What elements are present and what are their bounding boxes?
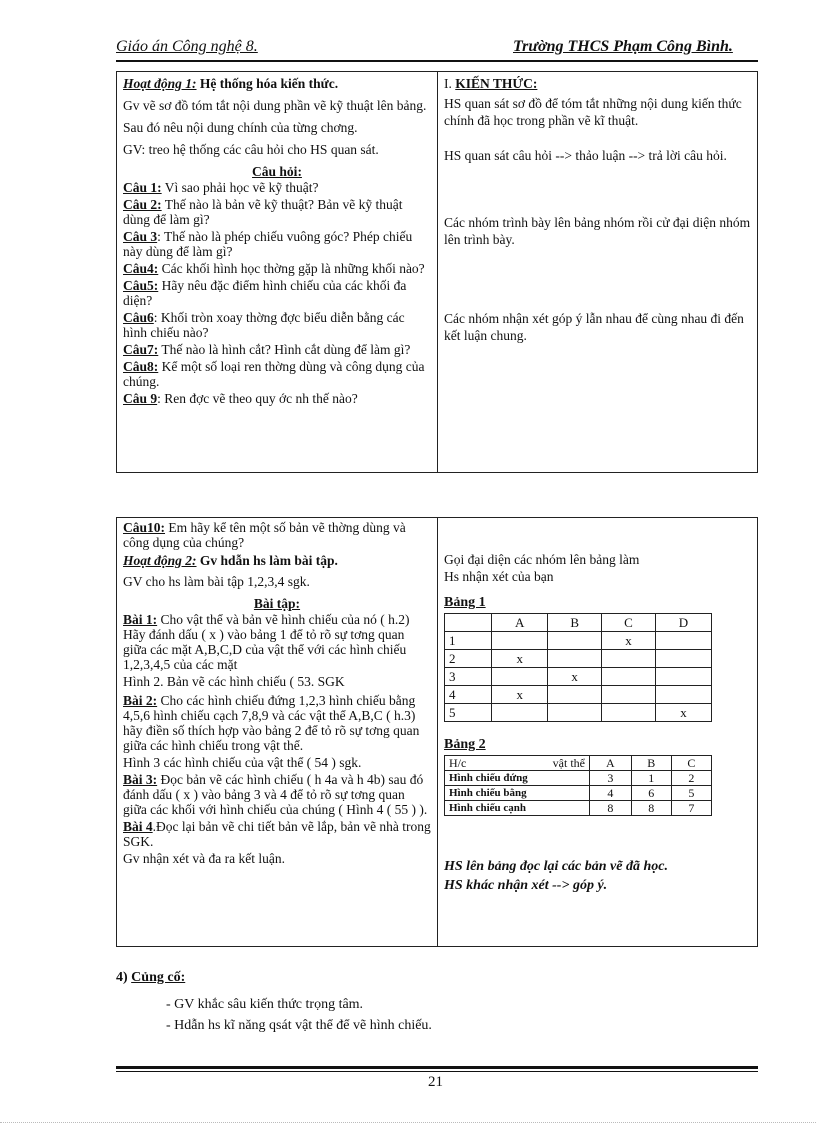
table1-header-row [445,614,712,632]
questions-heading: Câu hỏi: [252,164,302,179]
question-text: Vì sao phải học vẽ kỹ thuật? [161,180,319,195]
question-label: Câu 9 [123,391,158,406]
header-right: Trường THCS Phạm Công Bình. [513,38,733,55]
footer-rule [116,1066,758,1069]
s2-right-p1: Gọi đại diện các nhóm lên bảng làm [444,552,640,567]
table2-header-cell: A [590,756,632,771]
table1-cell: x [492,686,548,704]
question-label: Câu 3 [123,229,158,244]
activity1-title: Hoạt động 1: [123,76,197,91]
question-item [123,197,431,227]
table1-cell: x [655,704,711,722]
question-label: Câu 2: [123,197,162,212]
table2 [444,755,712,816]
section2-left-cell [117,518,438,947]
question-text: Kể một số loại ren thờng dùng và công dụng của chúng. [123,359,425,389]
table2-row [445,801,712,816]
footer-rule-thin [116,1071,758,1072]
table1-cell [655,632,711,650]
table1-cell: x [602,632,656,650]
s1-left-p2: Sau đó nêu nội dung chính của từng chơng. [123,120,358,135]
table1-cell [548,632,602,650]
question-label: Câu7: [123,342,159,357]
table2-corner-left: H/c [449,756,467,770]
ex1-note: Hình 2. Bản vẽ các hình chiếu ( 53. SGK [123,674,345,689]
table1-cell [655,668,711,686]
table2-corner [445,756,590,771]
s2-right-closing2: HS khác nhận xét --> góp ý. [444,878,608,893]
question-label: Câu4: [123,261,159,276]
question-text: Thế nào là hình cắt? Hình cắt dùng để làm gì? [158,342,411,357]
consolidation-heading [116,970,185,986]
table1-header-cell: C [602,614,656,632]
ex1-text: Cho vật thể và bản vẽ hình chiếu của nó ( h.2) Hãy đánh dấu ( x ) vào bảng 1 để tỏ rõ sự tơng quan giữa các mặt A,B,C,D của vật thể với các hình chiếu 1,2,3,4,5 của các mặt [123,612,410,672]
table1-cell [602,668,656,686]
ex2-text: Cho các hình chiếu đứng 1,2,3 hình chiếu bằng 4,5,6 hình chiếu cạch 7,8,9 và các vật thể A,B,C ( h.3) hãy điền số thích hợp vào bảng 2 để tỏ rõ sự tơng quan giữa các hình chiếu trong vật thể. [123,693,420,753]
question-item [123,261,431,276]
question-item [123,391,431,406]
table2-cell: 3 [590,771,632,786]
activity1-rest: Hệ thống hóa kiến thức. [196,76,339,91]
table2-row [445,786,712,801]
q10-label: Câu10: [123,520,166,535]
table2-header-row [445,756,712,771]
table2-header-cell: B [631,756,671,771]
table1-cell: 4 [445,686,492,704]
consolidation-title: Củng cố: [131,970,186,985]
ex4-label: Bài 4 [123,819,153,834]
s1-left-p1: Gv vẽ sơ đồ tóm tắt nội dung phần vẽ kỹ thuật lên bảng. [123,98,427,113]
consolidation-list [166,994,432,1036]
section1-right-cell [438,72,758,473]
table1-cell [602,704,656,722]
table1-row [445,650,712,668]
table2-cell: 8 [631,801,671,816]
exercises-heading: Bài tập: [253,596,301,611]
table2-row-label: Hình chiếu cạnh [445,801,590,816]
s1-right-p1: HS quan sát sơ đồ để tóm tắt những nội dung kiến thức chính đã học trong phần vẽ kĩ thuật. [444,96,742,128]
s1-right-p2: HS quan sát câu hỏi --> thảo luận --> trả lời câu hỏi. [444,148,727,163]
question-item [123,278,431,308]
table1-row [445,668,712,686]
ex2-note: Hình 3 các hình chiếu của vật thể ( 54 ) sgk. [123,755,362,770]
activity2-rest: Gv hdẫn hs làm bài tập. [196,553,338,568]
table1-row [445,704,712,722]
question-text: : Ren đợc vẽ theo quy ớc nh thế nào? [157,391,358,406]
question-item [123,359,431,389]
table1-cell [602,650,656,668]
table1 [444,613,712,722]
section2-right-cell [438,518,758,947]
table1-header-cell: B [548,614,602,632]
table2-cell: 8 [590,801,632,816]
table1-cell [548,686,602,704]
table2-row-label: Hình chiếu đứng [445,771,590,786]
question-label: Câu 1: [123,180,162,195]
table1-title: Bảng 1 [444,595,486,610]
s2-intro: GV cho hs làm bài tập 1,2,3,4 sgk. [123,574,310,589]
table1-cell [492,632,548,650]
table2-cell: 6 [631,786,671,801]
table1-cell [655,686,711,704]
table1-cell [492,668,548,686]
section1-table [116,71,758,473]
question-label: Câu5: [123,278,159,293]
s1-right-p3: Các nhóm trình bày lên bảng nhóm rồi cử đại diện nhóm lên trình bày. [444,215,751,247]
consolidation-item: - Hdẫn hs kĩ năng qsát vật thể để vẽ hình chiếu. [166,1018,432,1033]
question-item [123,310,431,340]
table1-cell [602,686,656,704]
question-label: Câu6 [123,310,154,325]
ex1-label: Bài 1: [123,612,158,627]
table2-corner-right: vật thể [552,756,585,770]
table1-cell: 5 [445,704,492,722]
question-text: Hãy nêu đặc điểm hình chiếu của các khối đa diện? [123,278,407,308]
table1-cell: 3 [445,668,492,686]
question-text: Các khối hình học thờng gặp là những khối nào? [158,261,425,276]
table1-header-cell: D [655,614,711,632]
ex4-text: .Đọc lại bản vẽ chi tiết bản vẽ lắp, bản vẽ nhà trong SGK. [123,819,431,849]
s2-right-p2: Hs nhận xét của bạn [444,569,554,584]
header-rule [116,60,758,62]
section2-table [116,517,758,947]
table2-cell: 2 [671,771,711,786]
table1-row [445,686,712,704]
table1-row [445,632,712,650]
s2-closing: Gv nhận xét và đa ra kết luận. [123,851,285,866]
question-label: Câu8: [123,359,159,374]
section1-left-cell [117,72,438,473]
table1-cell: 1 [445,632,492,650]
consolidation-item: - GV khắc sâu kiến thức trọng tâm. [166,997,364,1012]
table1-cell: x [492,650,548,668]
knowledge-num: I. [444,76,456,91]
question-text: : Khối tròn xoay thờng đợc biểu diễn bằng các hình chiếu nào? [123,310,405,340]
consolidation-num: 4) [116,970,132,985]
table2-header-cell: C [671,756,711,771]
ex2-label: Bài 2: [123,693,158,708]
knowledge-heading: KIẾN THỨC: [455,76,538,91]
question-item [123,180,431,195]
page-number: 21 [428,1074,443,1090]
question-text: : Thế nào là phép chiếu vuông góc? Phép chiếu này dùng để làm gì? [123,229,413,259]
table1-cell: x [548,668,602,686]
table1-cell [548,650,602,668]
ex3-label: Bài 3: [123,772,158,787]
table2-cell: 1 [631,771,671,786]
table2-row-label: Hình chiếu bằng [445,786,590,801]
table1-cell [548,704,602,722]
s1-right-p4: Các nhóm nhận xét góp ý lẫn nhau để cùng nhau đi đến kết luận chung. [444,311,744,343]
header-left: Giáo án Công nghệ 8. [116,38,258,55]
question-item [123,229,431,259]
table2-title: Bảng 2 [444,737,486,752]
table1-header-cell [445,614,492,632]
activity2-title: Hoạt động 2: [123,553,197,568]
q10-text: Em hãy kể tên một số bản vẽ thờng dùng và công dụng của chúng? [123,520,406,550]
table1-cell [492,704,548,722]
question-item [123,342,431,357]
question-text: Thế nào là bản vẽ kỹ thuật? Bản vẽ kỹ thuật dùng để làm gì? [123,197,403,227]
questions-list [123,180,431,406]
table2-cell: 7 [671,801,711,816]
ex3-text: Đọc bản vẽ các hình chiếu ( h 4a và h 4b) sau đó đánh dấu ( x ) vào bảng 3 và 4 để tỏ rõ sự tơng quan giữa các khối với hình chiếu của chúng ( Hình 4 ( 55 ) ). [123,772,428,817]
table2-row [445,771,712,786]
table2-cell: 4 [590,786,632,801]
table2-cell: 5 [671,786,711,801]
table1-header-cell: A [492,614,548,632]
table1-cell: 2 [445,650,492,668]
s2-right-closing1: HS lên bảng đọc lại các bản vẽ đã học. [444,859,668,874]
table1-cell [655,650,711,668]
s1-left-p3: GV: treo hệ thống các câu hỏi cho HS quan sát. [123,142,379,157]
